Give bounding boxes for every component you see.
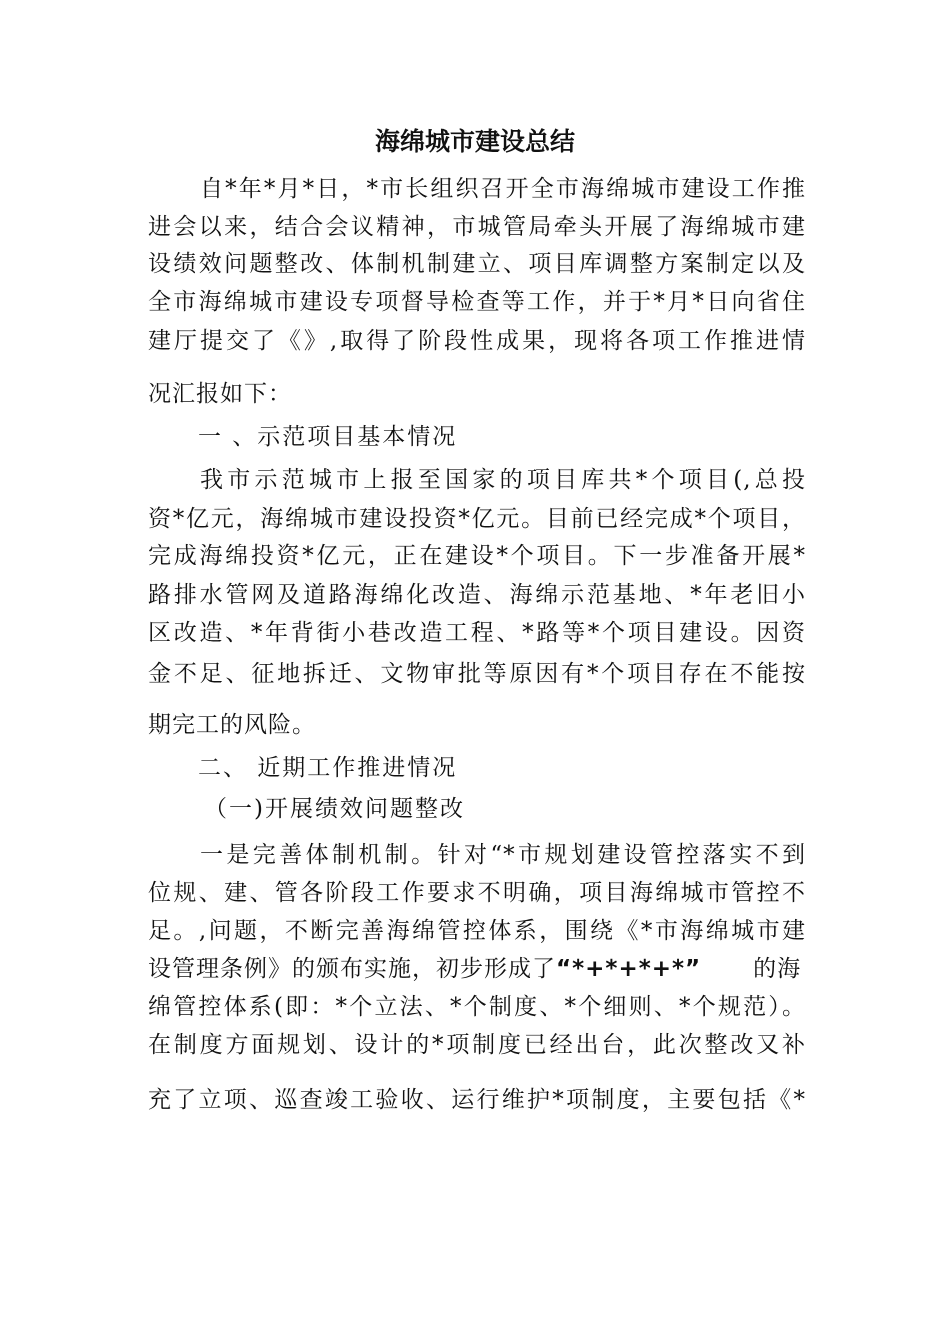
section-heading: 一 、示范项目基本情况 [198,424,458,450]
paragraph-line: 金不足、征地拆迁、文物审批等原因有*个项目存在不能按 [148,661,806,687]
paragraph-line: 路排水管网及道路海绵化改造、海绵示范基地、*年老旧小 [148,582,806,608]
section-heading: 二、 近期工作推进情况 [198,755,458,781]
paragraph-line: 况汇报如下： [148,381,292,407]
paragraph-line: 在制度方面规划、设计的*项制度已经出台，此次整改又补 [148,1032,806,1058]
paragraph-line: 绵管控体系(即：*个立法、*个制度、*个细则、*个规范）。 [148,994,806,1020]
paragraph-line: 区改造、*年背街小巷改造工程、*路等*个项目建设。因资 [148,620,806,646]
paragraph-line: 位规、建、管各阶段工作要求不明确，项目海绵城市管控不 [148,880,806,906]
paragraph-line: 全市海绵城市建设专项督导检查等工作，并于*月*日向省住 [148,289,806,315]
paragraph-line: 资*亿元，海绵城市建设投资*亿元。目前已经完成*个项目， [148,506,806,532]
paragraph-line: 期完工的风险。 [148,712,316,738]
paragraph-line: 建厅提交了《》,取得了阶段性成果，现将各项工作推进情 [148,328,806,354]
text-run: 设管理条例》的颁布实施，初步形成了 [148,956,556,982]
paragraph-line: 充了立项、巡查竣工验收、运行维护*项制度，主要包括《* [148,1087,806,1113]
paragraph-line: 完成海绵投资*亿元，正在建设*个项目。下一步准备开展* [148,543,806,569]
bold-text-run: “*+*+*+*” [556,956,702,982]
paragraph-line: 进会以来，结合会议精神，市城管局牵头开展了海绵城市建 [148,214,806,240]
document-title: 海绵城市建设总结 [374,127,575,156]
subsection-heading: （一)开展绩效问题整改 [204,796,465,822]
paragraph-line: 我市示范城市上报至国家的项目库共*个项目(,总投 [200,467,806,493]
paragraph-line: 设绩效问题整改、体制机制建立、项目库调整方案制定以及 [148,251,806,277]
paragraph-line: 自*年*月*日，*市长组织召开全市海绵城市建设工作推 [200,176,806,202]
paragraph-line: 足。,问题，不断完善海绵管控体系，围绕《*市海绵城市建 [148,918,806,944]
paragraph-line [148,952,806,986]
text-run: 的海 [753,956,802,982]
paragraph-line: 一是完善体制机制。针对“*市规划建设管控落实不到 [200,842,806,868]
